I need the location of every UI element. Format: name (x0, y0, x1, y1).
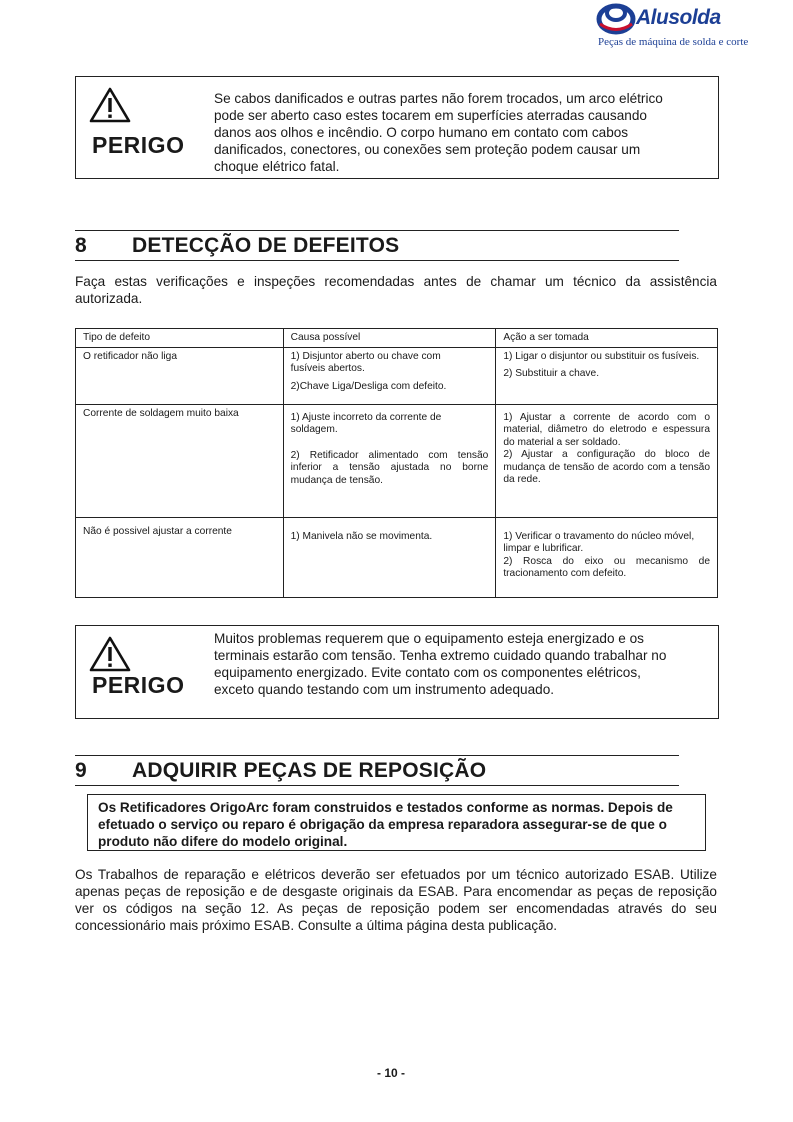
action-item: 1) Verificar o travamento do núcleo móvel, limpar e lubrificar. (503, 530, 695, 554)
column-header: Tipo de defeito (76, 329, 284, 348)
defects-table (75, 328, 718, 598)
page-number: - 10 - (377, 1066, 406, 1080)
table-row (76, 347, 718, 404)
action-item: 1) Ajustar a corrente de acordo com o material, diâmetro do eletrodo e espessura do material a ser soldado. (503, 411, 710, 448)
cause-cell (283, 517, 496, 597)
danger-text-line: Muitos problemas requerem que o equipamento esteja energizado e os (214, 631, 644, 646)
cause-item: 2) Retificador alimentado com tensão inferior a tensão ajustada no borne mudança de tensão. (290, 449, 489, 486)
defect-cell: Corrente de soldagem muito baixa (76, 404, 284, 517)
section-divider (75, 755, 679, 756)
logo-tagline: Peças de máquina de solda e corte (598, 36, 749, 48)
danger-text-line: terminais estarão com tensão. Tenha extremo cuidado quando trabalhar no (214, 648, 667, 663)
warning-triangle-icon (88, 86, 132, 124)
danger-text (214, 630, 706, 698)
danger-text (214, 90, 706, 175)
danger-text-line: exceto quando testando com um instrumento adequado. (214, 682, 555, 697)
warning-triangle-icon (88, 635, 132, 673)
notice-box (87, 794, 706, 851)
section-underline (75, 260, 679, 261)
cause-cell (283, 347, 496, 404)
section-number: 8 (75, 234, 87, 257)
danger-label: PERIGO (92, 672, 185, 698)
action-item: 2) Ajustar a configuração do bloco de mudança de tensão de acordo com a tensão da rede. (503, 449, 710, 485)
danger-text-line: Se cabos danificados e outras partes não forem trocados, um arco elétrico (214, 91, 663, 106)
table-header-row (76, 329, 718, 348)
alusolda-logo (596, 2, 749, 52)
danger-text-line: danificados, conectores, ou conexões sem proteção podem causar um (214, 142, 641, 157)
danger-text-line: choque elétrico fatal. (214, 159, 340, 174)
cause-item: 1) Ajuste incorreto da corrente de soldagem. (290, 411, 442, 435)
action-cell (496, 404, 718, 517)
action-item: 2) Rosca do eixo ou mecanismo de tracionamento com defeito. (503, 555, 710, 579)
notice-text: Os Retificadores OrigoArc foram construidos e testados conforme as normas. Depois de efetuado o serviço ou reparo é obrigação da empresa reparadora assegurar-se de que o produto não difere do modelo original. (98, 800, 673, 849)
column-header: Ação a ser tomada (496, 329, 718, 348)
cause-item: 2)Chave Liga/Desliga com defeito. (290, 380, 447, 392)
section-title: ADQUIRIR PEÇAS DE REPOSIÇÃO (132, 759, 487, 782)
column-header: Causa possível (283, 329, 496, 348)
table-row (76, 517, 718, 597)
section-body: Os Trabalhos de reparação e elétricos deverão ser efetuados por um técnico autorizado ESAB. Utilize apenas peças de reposição e de desgaste originais da ESAB. Para encomendar as peças de reposição ver os códigos na seção 12. As peças de reposição podem ser encomendadas através do seu concessionário mais próximo ESAB. Consulte a última página desta publicação. (75, 867, 717, 933)
section-number: 9 (75, 759, 87, 782)
action-cell (496, 517, 718, 597)
cause-item: 1) Disjuntor aberto ou chave com fusíveis abertos. (290, 350, 441, 374)
cause-item: 1) Manivela não se movimenta. (290, 530, 433, 542)
section-title: DETECÇÃO DE DEFEITOS (132, 234, 400, 257)
table-row (76, 404, 718, 517)
alusolda-logo-mark-icon (596, 2, 636, 36)
danger-box-cables (75, 76, 719, 179)
logo-name: Alusolda (636, 6, 721, 29)
danger-text-line: pode ser aberto caso estes tocarem em superfícies aterradas causando (214, 108, 647, 123)
action-item: 2) Substituir a chave. (503, 368, 600, 379)
action-item: 1) Ligar o disjuntor ou substituir os fusíveis. (503, 350, 700, 362)
danger-text-line: equipamento energizado. Evite contato com os componentes elétricos, (214, 665, 641, 680)
section-divider (75, 230, 679, 231)
action-cell (496, 347, 718, 404)
section-underline (75, 785, 679, 786)
danger-text-line: danos aos olhos e incêndio. O corpo humano em contato com cabos (214, 125, 629, 140)
cause-cell (283, 404, 496, 517)
danger-label: PERIGO (92, 132, 185, 158)
defect-cell: Não é possivel ajustar a corrente (76, 517, 284, 597)
danger-box-energized (75, 625, 719, 719)
defect-cell: O retificador não liga (76, 347, 284, 404)
section-intro: Faça estas verificações e inspeções recomendadas antes de chamar um técnico da assistência autorizada. (75, 274, 717, 306)
